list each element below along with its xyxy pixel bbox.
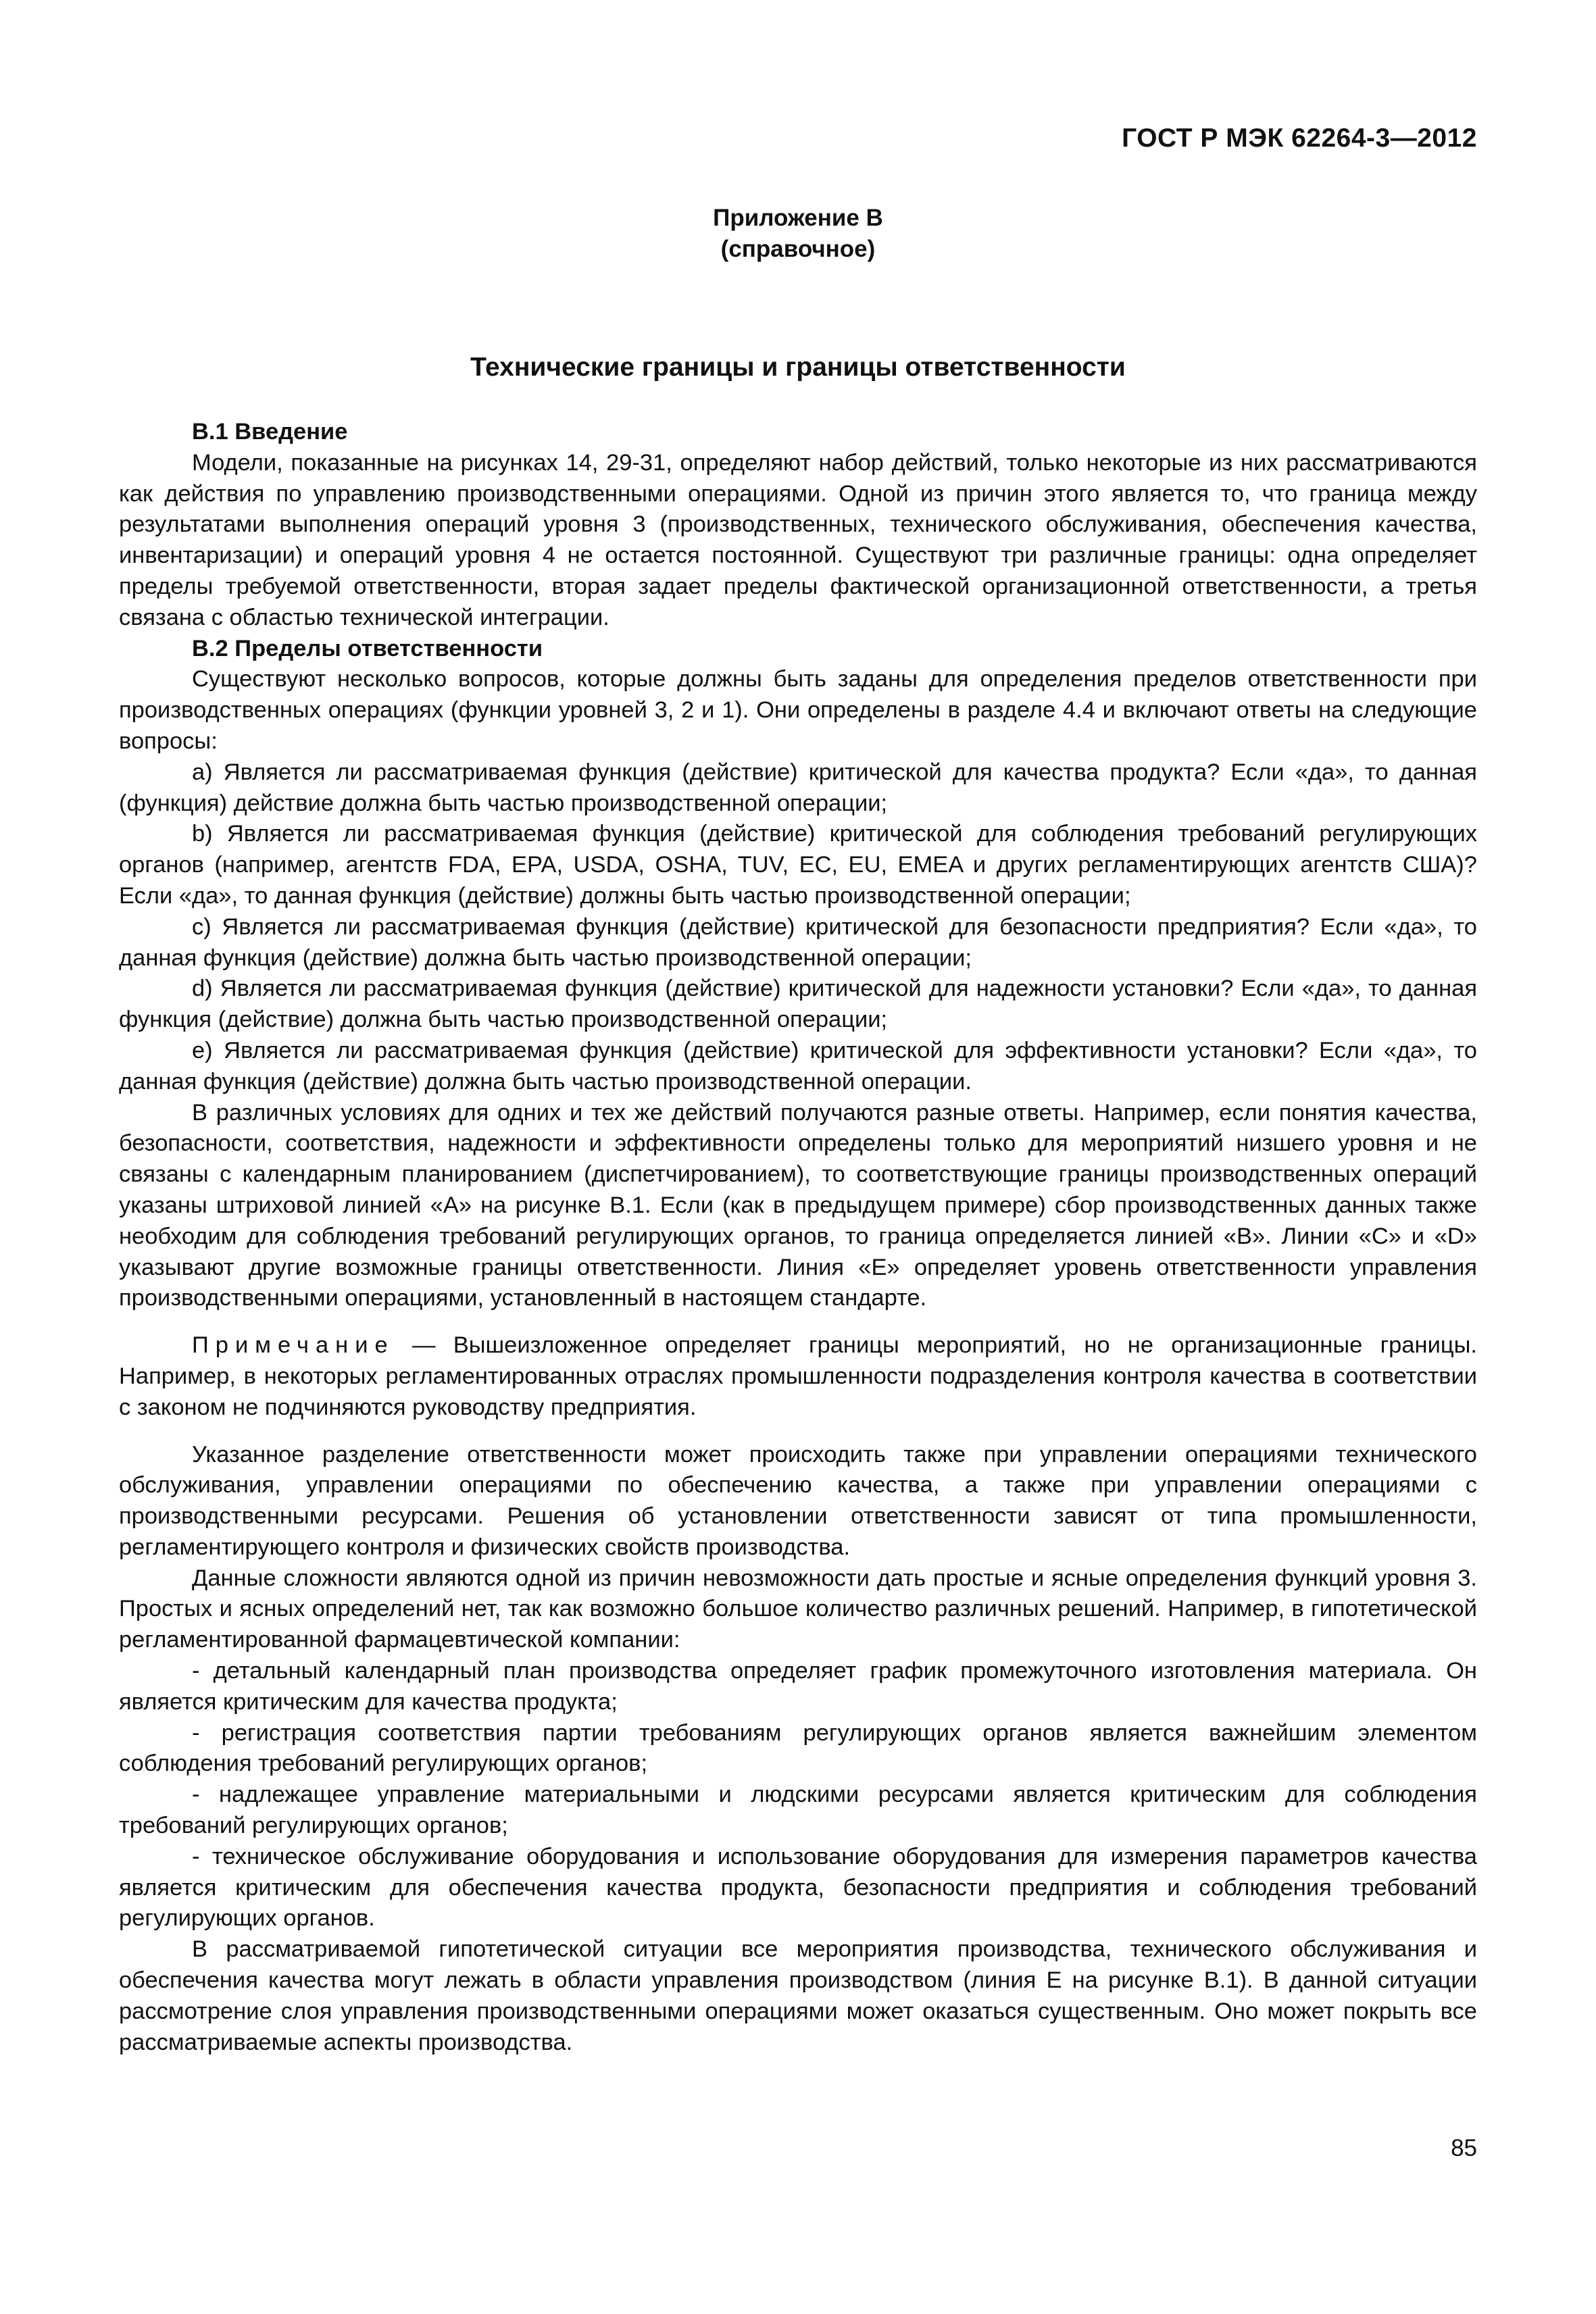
appendix-label: Приложение B — [713, 205, 883, 231]
list-item-d: d) Является ли рассматриваемая функция (действие) критической для надежности установки? Если «да», то данная функция (действие) должна быть частью производственной операции; — [119, 976, 1477, 1033]
paragraph: Данные сложности являются одной из причин невозможности дать простые и ясные определения функций уровня 3. Простых и ясных определений нет, так как возможно большое количество различных решений. Например, в гипотетической регламентированной фармацевтической компании: — [119, 1565, 1477, 1653]
list-item-e: e) Является ли рассматриваемая функция (действие) критической для эффективности установки? Если «да», то данная функция (действие) должна быть частью производственной операции. — [119, 1037, 1477, 1095]
document-body — [119, 417, 1477, 2058]
paragraph: Модели, показанные на рисунках 14, 29-31, определяют набор действий, только некоторые из них рассматриваются как действия по управлению производственными операциями. Одной из причин этого является то, что граница между результатами выполнения операций уровня 3 (производственных, технического обслуживания, обеспечения качества, инвентаризации) и операций уровня 4 не остается постоянной. Существуют три различные границы: одна определяет пределы требуемой ответственности, вторая задает пределы фактической организационной ответственности, а третья связана с областью технической интеграции. — [119, 449, 1477, 630]
note-label: Примечание — [192, 1332, 395, 1359]
page-title: Технические границы и границы ответственности — [470, 353, 1126, 382]
dash-item: - надлежащее управление материальными и людскими ресурсами является критическим для соблюдения требований регулирующих органов; — [119, 1782, 1477, 1839]
paragraph: Существуют несколько вопросов, которые должны быть заданы для определения пределов ответственности при производственных операциях (функции уровней 3, 2 и 1). Они определены в разделе 4.4 и включают ответы на следующие вопросы: — [119, 666, 1477, 754]
list-item-a: a) Является ли рассматриваемая функция (действие) критической для качества продукта? Если «да», то данная (функция) действие должна быть частью производственной операции; — [119, 759, 1477, 816]
note — [119, 1330, 1477, 1423]
section-heading-b2: B.2 Пределы ответственности — [192, 635, 543, 661]
paragraph: В различных условиях для одних и тех же действий получаются разные ответы. Например, если понятия качества, безопасности, соответствия, надежности и эффективности определены только для мероприятий низшего уровня и не связаны с календарным планированием (диспетчированием), то соответствующие границы производственных операций указаны штриховой линией «A» на рисунке B.1. Если (как в предыдущем примере) сбор производственных данных также необходим для соблюдения требований регулирующих органов, то граница определяется линией «B». Линии «C» и «D» указывают другие возможные границы ответственности. Линия «E» определяет уровень ответственности управления производственными операциями, установленный в настоящем стандарте. — [119, 1099, 1477, 1311]
note-text: — Вышеизложенное определяет границы мероприятий, но не организационные границы. Например, в некоторых регламентированных отраслях промышленности подразделения контроля качества в соответствии с законом не подчиняются руководству предприятия. — [119, 1332, 1477, 1420]
list-item-c: c) Является ли рассматриваемая функция (действие) критической для безопасности предприятия? Если «да», то данная функция (действие) должна быть частью производственной операции; — [119, 913, 1477, 971]
standard-header: ГОСТ Р МЭК 62264-3—2012 — [1122, 124, 1477, 153]
dash-item: - техническое обслуживание оборудования и использование оборудования для измерения параметров качества является критическим для обеспечения качества продукта, безопасности предприятия и соблюдения требований регулирующих органов. — [119, 1843, 1477, 1932]
section-heading-b1: B.1 Введение — [192, 419, 348, 445]
dash-item: - регистрация соответствия партии требованиям регулирующих органов является важнейшим элементом соблюдения требований регулирующих органов; — [119, 1719, 1477, 1777]
page-number: 85 — [1451, 2135, 1477, 2161]
appendix-type: (справочное) — [720, 236, 876, 262]
dash-item: - детальный календарный план производства определяет график промежуточного изготовления материала. Он является критическим для качества продукта; — [119, 1658, 1477, 1715]
appendix-title — [0, 203, 1596, 265]
paragraph: Указанное разделение ответственности может происходить также при управлении операциями технического обслуживания, управлении операциями по обеспечению качества, а также при управлении операциями с производственными ресурсами. Решения об установлении ответственности зависят от типа промышленности, регламентирующего контроля и физических свойств производства. — [119, 1441, 1477, 1560]
paragraph: В рассматриваемой гипотетической ситуации все мероприятия производства, технического обслуживания и обеспечения качества могут лежать в области управления производством (линия E на рисунке B.1). В данной ситуации рассмотрение слоя управления производственными операциями может оказаться существенным. Оно может покрыть все рассматриваемые аспекты производства. — [119, 1936, 1477, 2055]
list-item-b: b) Является ли рассматриваемая функция (действие) критической для соблюдения требований регулирующих органов (например, агентств FDA, EPA, USDA, OSHA, TUV, EC, EU, EMEA и других регламентирующих агентств США)? Если «да», то данная функция (действие) должны быть частью производственной операции; — [119, 821, 1477, 909]
